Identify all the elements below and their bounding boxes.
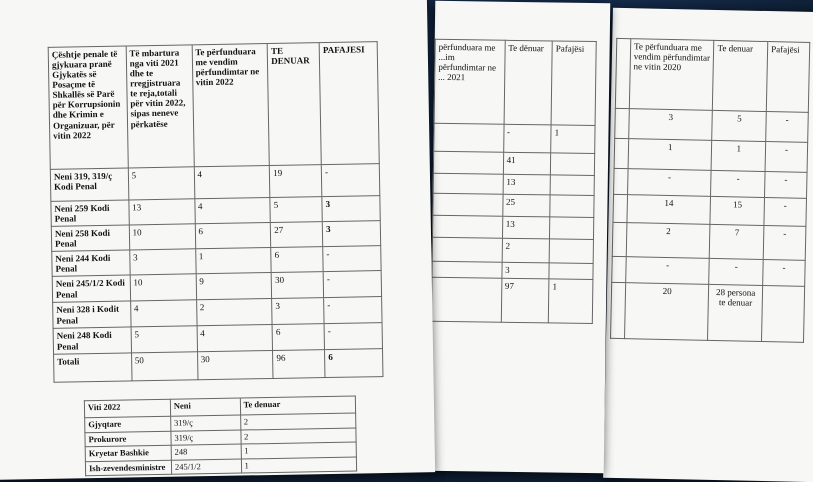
table-row: - - -: [614, 168, 808, 198]
document-page-2021: [429, 1, 611, 473]
header-cell: Te denuar: [240, 396, 356, 415]
header-cell: Të mbartura nga viti 2021 dhe te rregjistruara te reja,totali për vitin 2022, sipas neneve përkatëse: [126, 45, 194, 168]
header-cell: Pafajësi: [551, 41, 596, 126]
table-row: Ish-zevendesministre 245/1/2 1: [85, 457, 356, 476]
header-cell: Viti 2022: [84, 399, 170, 417]
table-row: Gjyqtare 319/ç 2: [85, 413, 356, 432]
table-row: Neni 319, 319/ç Kodi Penal 5 4 19 -: [50, 164, 380, 202]
table-row: 13: [433, 173, 594, 195]
header-cell: TE DENUAR: [267, 43, 321, 166]
table-row: 2 7 -: [612, 222, 806, 260]
table-2021: [431, 39, 597, 324]
table-row: Neni 244 Kodi Penal 3 1 6 -: [52, 246, 381, 277]
table-row: 1 1 -: [614, 138, 808, 172]
table-row: 3 5 -: [615, 108, 809, 142]
table-row: 2: [432, 237, 593, 263]
table-total-row: 20 28 persona te denuar: [611, 282, 805, 342]
cropped-cell: [615, 38, 630, 108]
header-cell: Pafajësi: [766, 42, 809, 113]
table-header-row: [434, 39, 596, 125]
table-row: Prokurore 319/ç 2: [85, 428, 356, 447]
table-row: 41: [433, 151, 594, 175]
table-total-row: Totali 50 30 96 6: [54, 348, 383, 382]
header-cell: përfunduara me ...im përfundimtar ne ... 2021: [434, 39, 505, 124]
officials-table: [84, 396, 357, 477]
table-row: Kryetar Bashkie 248 1: [85, 442, 356, 461]
table-header-row: [48, 42, 379, 170]
table-header-row: [615, 38, 809, 112]
document-page-2020: [603, 8, 813, 482]
header-cell: Te përfunduara me vendim përfundimtar ne vitin 2022: [192, 44, 270, 167]
header-cell: Çështje penale të gjykuara pranë Gjykatës së Posaçme të Shkallës së Parë për Korrupsionin dhe Krimin e Organizuar, për vitin 2022: [48, 46, 128, 169]
header-cell: PAFAJESI: [319, 42, 379, 165]
table-row: Neni 259 Kodi Penal 13 4 5 3: [51, 196, 380, 227]
table-row: Neni 258 Kodi Penal 10 6 27 3: [51, 221, 380, 252]
header-cell: Te dënuar: [504, 40, 553, 125]
table-row: 14 15 -: [613, 194, 807, 226]
table-row: - - -: [612, 256, 806, 286]
table-total-row: 97 1: [431, 277, 593, 323]
table-row: Neni 328 i Kodit Penal 4 2 3 -: [53, 297, 382, 329]
table-row: 13: [432, 215, 593, 239]
table-2020: [610, 38, 810, 343]
table-row: Neni 248 Kodi Penal 5 4 6 -: [53, 323, 382, 354]
table-row: Neni 245/1/2 Kodi Penal 10 9 30 -: [52, 271, 381, 303]
table-row: - 1: [434, 123, 595, 153]
header-cell: Neni: [170, 398, 240, 416]
header-cell: Te përfunduara me vendim përfundimtar ne vitin 2020: [629, 39, 714, 111]
table-row: 25: [433, 193, 594, 217]
table-2022: [48, 41, 384, 382]
header-cell: Te denuar: [713, 40, 768, 111]
table-row: 3: [432, 261, 593, 279]
